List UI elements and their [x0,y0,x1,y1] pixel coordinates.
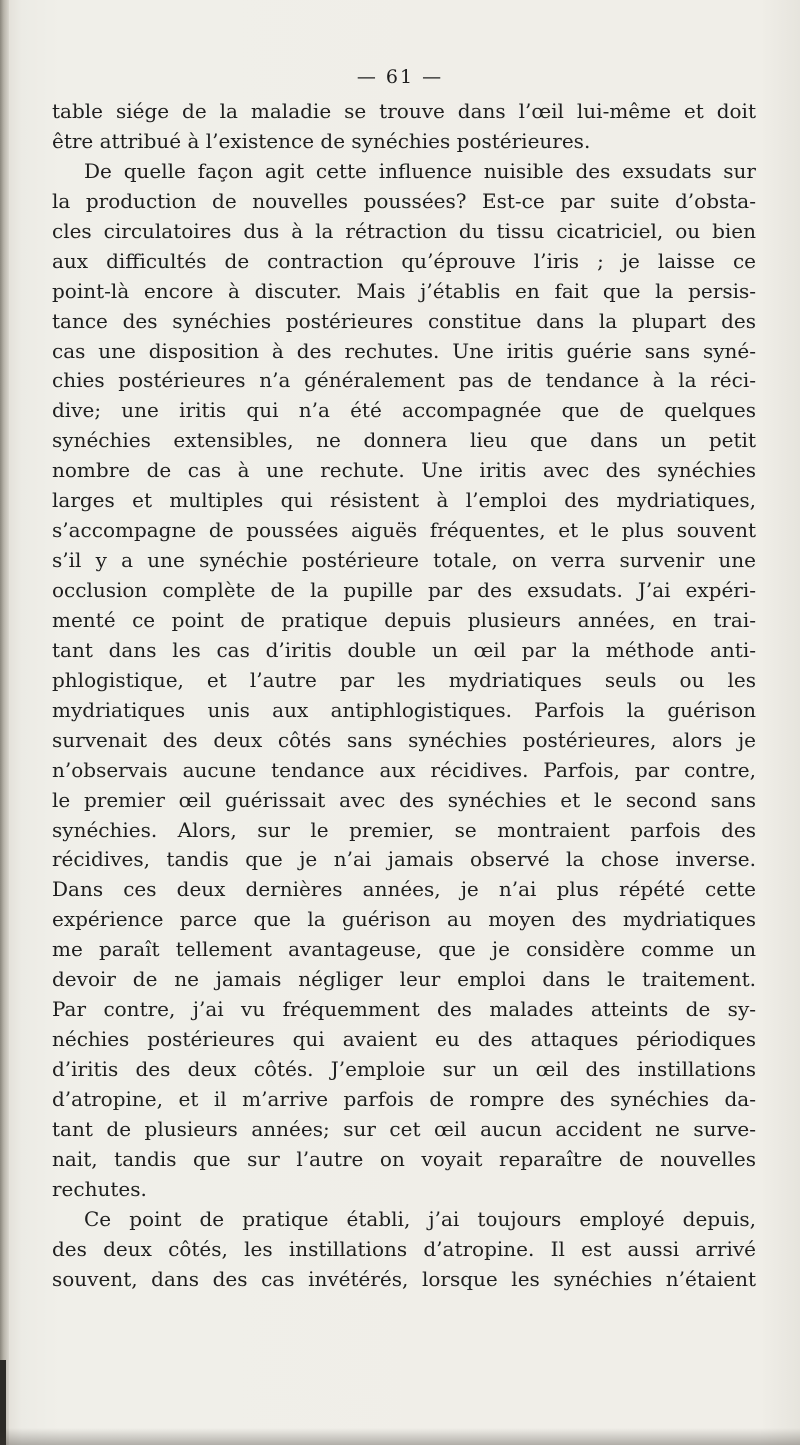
text-line: synéchies extensibles, ne donnera lieu que dans un petit [52,428,756,453]
text-line: occlusion complète de la pupille par des exsudats. J’ai expéri- [52,578,756,602]
text-line: s’il y a une synéchie postérieure totale, on verra survenir une [52,548,756,573]
text-line: d’atropine, et il m’arrive parfois de rompre des synéchies da- [52,1086,756,1111]
text-line: survenait des deux côtés sans synéchies postérieures, alors je [52,727,756,752]
text-line: me paraît tellement avantageuse, que je considère comme un [52,937,756,962]
body-text [52,97,756,1295]
text-line: souvent, dans des cas invétérés, lorsque les synéchies n’étaient [52,1266,756,1291]
text-line: phlogistique, et l’autre par les mydriatiques seuls ou les [52,667,756,692]
text-line: tance des synéchies postérieures constitue dans la plupart des [52,308,756,333]
text-line: cles circulatoires dus à la rétraction du tissu cicatriciel, ou bien [52,218,756,243]
text-line: synéchies. Alors, sur le premier, se montraient parfois des [52,817,756,842]
page-binding-edge [0,0,9,1445]
text-line: néchies postérieures qui avaient eu des attaques périodiques [52,1027,756,1052]
text-line: cas une disposition à des rechutes. Une iritis guérie sans syné- [52,338,756,363]
text-line: expérience parce que la guérison au moyen des mydriatiques [52,907,756,932]
page-number: — 61 — [356,66,444,88]
text-line: rechutes. [52,1176,147,1201]
text-line: n’observais aucune tendance aux récidives. Parfois, par contre, [52,757,756,782]
text-line: menté ce point de pratique depuis plusieurs années, en trai- [52,607,756,632]
text-line: le premier œil guérissait avec des synéchies et le second sans [52,787,756,812]
page-bottom-shadow [0,1428,800,1445]
text-line: récidives, tandis que je n’ai jamais observé la chose inverse. [52,847,756,872]
text-line: la production de nouvelles poussées? Est-ce par suite d’obsta- [52,188,756,213]
text-line: Par contre, j’ai vu fréquemment des malades atteints de sy- [52,997,756,1022]
text-line: Dans ces deux dernières années, je n’ai plus répété cette [52,877,756,902]
text-line: nait, tandis que sur l’autre on voyait reparaître de nouvelles [52,1146,756,1171]
text-line: De quelle façon agit cette influence nuisible des exsudats sur [84,158,756,183]
text-line: larges et multiples qui résistent à l’emploi des mydriatiques, [52,488,756,513]
text-line: être attribué à l’existence de synéchies postérieures. [52,128,591,153]
text-line: d’iritis des deux côtés. J’emploie sur un œil des instillations [52,1057,756,1081]
text-line: point-là encore à discuter. Mais j’établis en fait que la persis- [52,278,756,303]
text-line: s’accompagne de poussées aiguës fréquentes, et le plus souvent [52,518,756,543]
text-line: table siége de la maladie se trouve dans l’œil lui-même et doit [52,99,756,123]
text-line: des deux côtés, les instillations d’atropine. Il est aussi arrivé [52,1236,756,1261]
text-line: dive; une iritis qui n’a été accompagnée que de quelques [52,398,756,423]
text-line: tant de plusieurs années; sur cet œil aucun accident ne surve- [52,1116,756,1141]
text-line: Ce point de pratique établi, j’ai toujours employé depuis, [84,1206,756,1231]
text-line: aux difficultés de contraction qu’éprouve l’iris ; je laisse ce [52,248,756,273]
text-line: chies postérieures n’a généralement pas de tendance à la réci- [52,368,756,393]
text-line: mydriatiques unis aux antiphlogistiques. Parfois la guérison [52,697,756,722]
text-line: devoir de ne jamais négliger leur emploi dans le traitement. [52,967,756,992]
text-line: nombre de cas à une rechute. Une iritis avec des synéchies [52,458,756,483]
text-line: tant dans les cas d’iritis double un œil par la méthode anti- [52,637,756,662]
